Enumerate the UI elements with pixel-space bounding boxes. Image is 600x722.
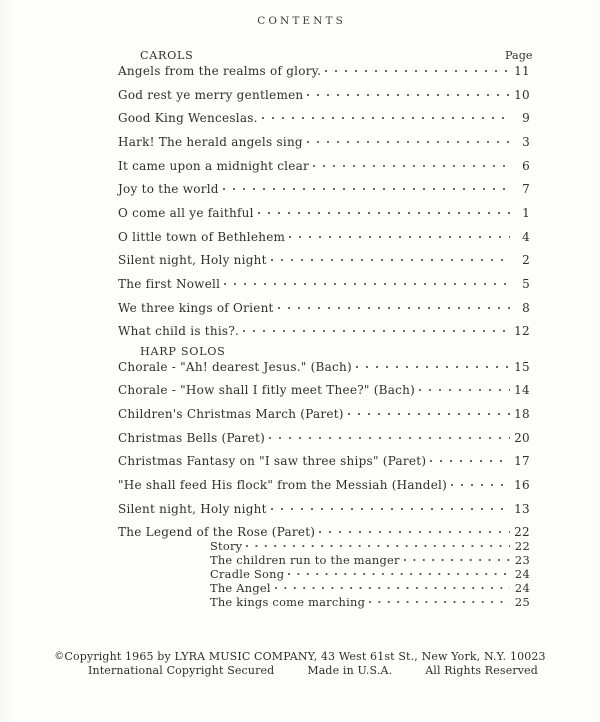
toc-entry[interactable] [118, 453, 530, 468]
toc-sub-entry-title: The Angel [210, 581, 271, 595]
toc-sub-entry[interactable] [210, 580, 530, 595]
toc-entry[interactable] [118, 63, 530, 78]
made-in-usa-text: Made in U.S.A. [307, 664, 393, 677]
toc-entry[interactable] [118, 382, 530, 397]
leader-dots [275, 580, 510, 592]
leader-dots [404, 552, 510, 564]
toc-entry-page: 15 [514, 360, 530, 374]
leader-dots [307, 87, 510, 99]
copyright-text: Copyright 1965 by LYRA MUSIC COMPANY, 43 West 61st St., New York, N.Y. 10023 [64, 650, 546, 663]
leader-dots [319, 524, 510, 536]
leader-dots [348, 406, 510, 418]
page-title: CONTENTS [257, 15, 346, 27]
toc-entry-page: 20 [514, 431, 530, 445]
toc-entry-title: The Legend of the Rose (Paret) [118, 525, 316, 539]
all-rights-reserved-text: All Rights Reserved [425, 664, 538, 677]
leader-dots [325, 63, 510, 75]
toc-entry-page: 18 [514, 407, 530, 421]
toc-entry-title: It came upon a midnight clear [118, 159, 310, 173]
leader-dots [258, 205, 510, 217]
toc-sub-entry-title: Story [210, 539, 243, 553]
toc-entry-page: 7 [522, 182, 530, 196]
toc-entry[interactable] [118, 205, 530, 220]
toc-entry[interactable] [118, 158, 530, 173]
toc-entry-title: "He shall feed His flock" from the Messiah (Handel) [118, 478, 448, 492]
leader-dots [307, 134, 510, 146]
toc-entry-title: O come all ye faithful [118, 206, 254, 220]
toc-entry-page: 10 [514, 88, 530, 102]
leader-dots [224, 276, 510, 288]
toc-entry-title: Joy to the world [118, 182, 219, 196]
toc-sub-entry[interactable] [210, 538, 530, 553]
toc-entry-title: Hark! The herald angels sing [118, 135, 303, 149]
toc-sub-entry[interactable] [210, 566, 530, 581]
footer-secondary-line [88, 664, 538, 677]
toc-entry-title: What child is this?. [118, 324, 240, 338]
leader-dots [369, 594, 510, 606]
leader-dots [243, 323, 510, 335]
toc-sub-entry-title: The children run to the manger [210, 553, 400, 567]
toc-entry[interactable] [118, 300, 530, 315]
toc-entry[interactable] [118, 524, 530, 539]
toc-sub-entry-title: The kings come marching [210, 595, 366, 609]
toc-entry[interactable] [118, 477, 530, 492]
toc-entry-page: 2 [522, 253, 530, 267]
toc-entry-page: 1 [522, 206, 530, 220]
leader-dots [356, 359, 510, 371]
toc-entry-title: Christmas Bells (Paret) [118, 431, 266, 445]
toc-entry-title: Good King Wenceslas. [118, 111, 258, 125]
leader-dots [271, 501, 510, 513]
toc-entry-page: 11 [514, 64, 530, 78]
leader-dots [288, 566, 510, 578]
leader-dots [269, 430, 510, 442]
leader-dots [271, 252, 510, 264]
leader-dots [451, 477, 510, 489]
toc-entry[interactable] [118, 181, 530, 196]
toc-entry-title: The first Nowell [118, 277, 221, 291]
toc-sub-entry[interactable] [210, 552, 530, 567]
leader-dots [430, 453, 510, 465]
toc-entry-page: 6 [522, 159, 530, 173]
leader-dots [262, 110, 510, 122]
copyright-line [0, 650, 600, 663]
toc-entry-title: Chorale - "How shall I fitly meet Thee?" (Bach) [118, 383, 416, 397]
toc-entry-page: 9 [522, 111, 530, 125]
toc-entry-page: 4 [522, 230, 530, 244]
toc-entry-page: 8 [522, 301, 530, 315]
toc-entry-page: 17 [514, 454, 530, 468]
toc-sub-entry-page: 23 [514, 553, 530, 567]
toc-entry-title: Silent night, Holy night [118, 253, 267, 267]
leader-dots [246, 538, 510, 550]
toc-sub-entry[interactable] [210, 594, 530, 609]
leader-dots [419, 382, 510, 394]
toc-entry-page: 12 [514, 324, 530, 338]
toc-sub-entry-title: Cradle Song [210, 567, 285, 581]
toc-entry[interactable] [118, 406, 530, 421]
toc-entry-title: Children's Christmas March (Paret) [118, 407, 344, 421]
toc-entry[interactable] [118, 134, 530, 149]
section-heading-carols: CAROLS [140, 49, 194, 62]
section-heading-harp-solos: HARP SOLOS [140, 345, 226, 358]
toc-entry-page: 3 [522, 135, 530, 149]
toc-entry-title: Silent night, Holy night [118, 502, 267, 516]
leader-dots [313, 158, 510, 170]
toc-entry[interactable] [118, 501, 530, 516]
international-copyright-text: International Copyright Secured [88, 664, 275, 677]
leader-dots [223, 181, 510, 193]
page-column-header: Page [505, 49, 533, 62]
toc-entry[interactable] [118, 430, 530, 445]
toc-entry[interactable] [118, 323, 530, 338]
leader-dots [278, 300, 510, 312]
toc-entry-title: Chorale - "Ah! dearest Jesus." (Bach) [118, 360, 352, 374]
toc-entry-title: Christmas Fantasy on "I saw three ships" (Paret) [118, 454, 427, 468]
toc-entry-title: We three kings of Orient [118, 301, 274, 315]
toc-entry[interactable] [118, 276, 530, 291]
toc-entry-title: Angels from the realms of glory. [118, 64, 322, 78]
toc-entry-page: 13 [514, 502, 530, 516]
toc-sub-entry-page: 22 [514, 539, 530, 553]
toc-entry[interactable] [118, 252, 530, 267]
toc-entry[interactable] [118, 359, 530, 374]
toc-entry[interactable] [118, 110, 530, 125]
copyright-symbol: © [54, 651, 65, 662]
toc-sub-entry-page: 24 [514, 581, 530, 595]
toc-sub-entry-page: 25 [514, 595, 530, 609]
toc-entry-page: 16 [514, 478, 530, 492]
toc-entry-page: 5 [522, 277, 530, 291]
toc-sub-entry-page: 24 [514, 567, 530, 581]
toc-entry[interactable] [118, 229, 530, 244]
toc-entry-title: God rest ye merry gentlemen [118, 88, 304, 102]
toc-entry-title: O little town of Bethlehem [118, 230, 286, 244]
leader-dots [289, 229, 510, 241]
toc-entry-page: 22 [514, 525, 530, 539]
toc-entry[interactable] [118, 87, 530, 102]
toc-entry-page: 14 [514, 383, 530, 397]
